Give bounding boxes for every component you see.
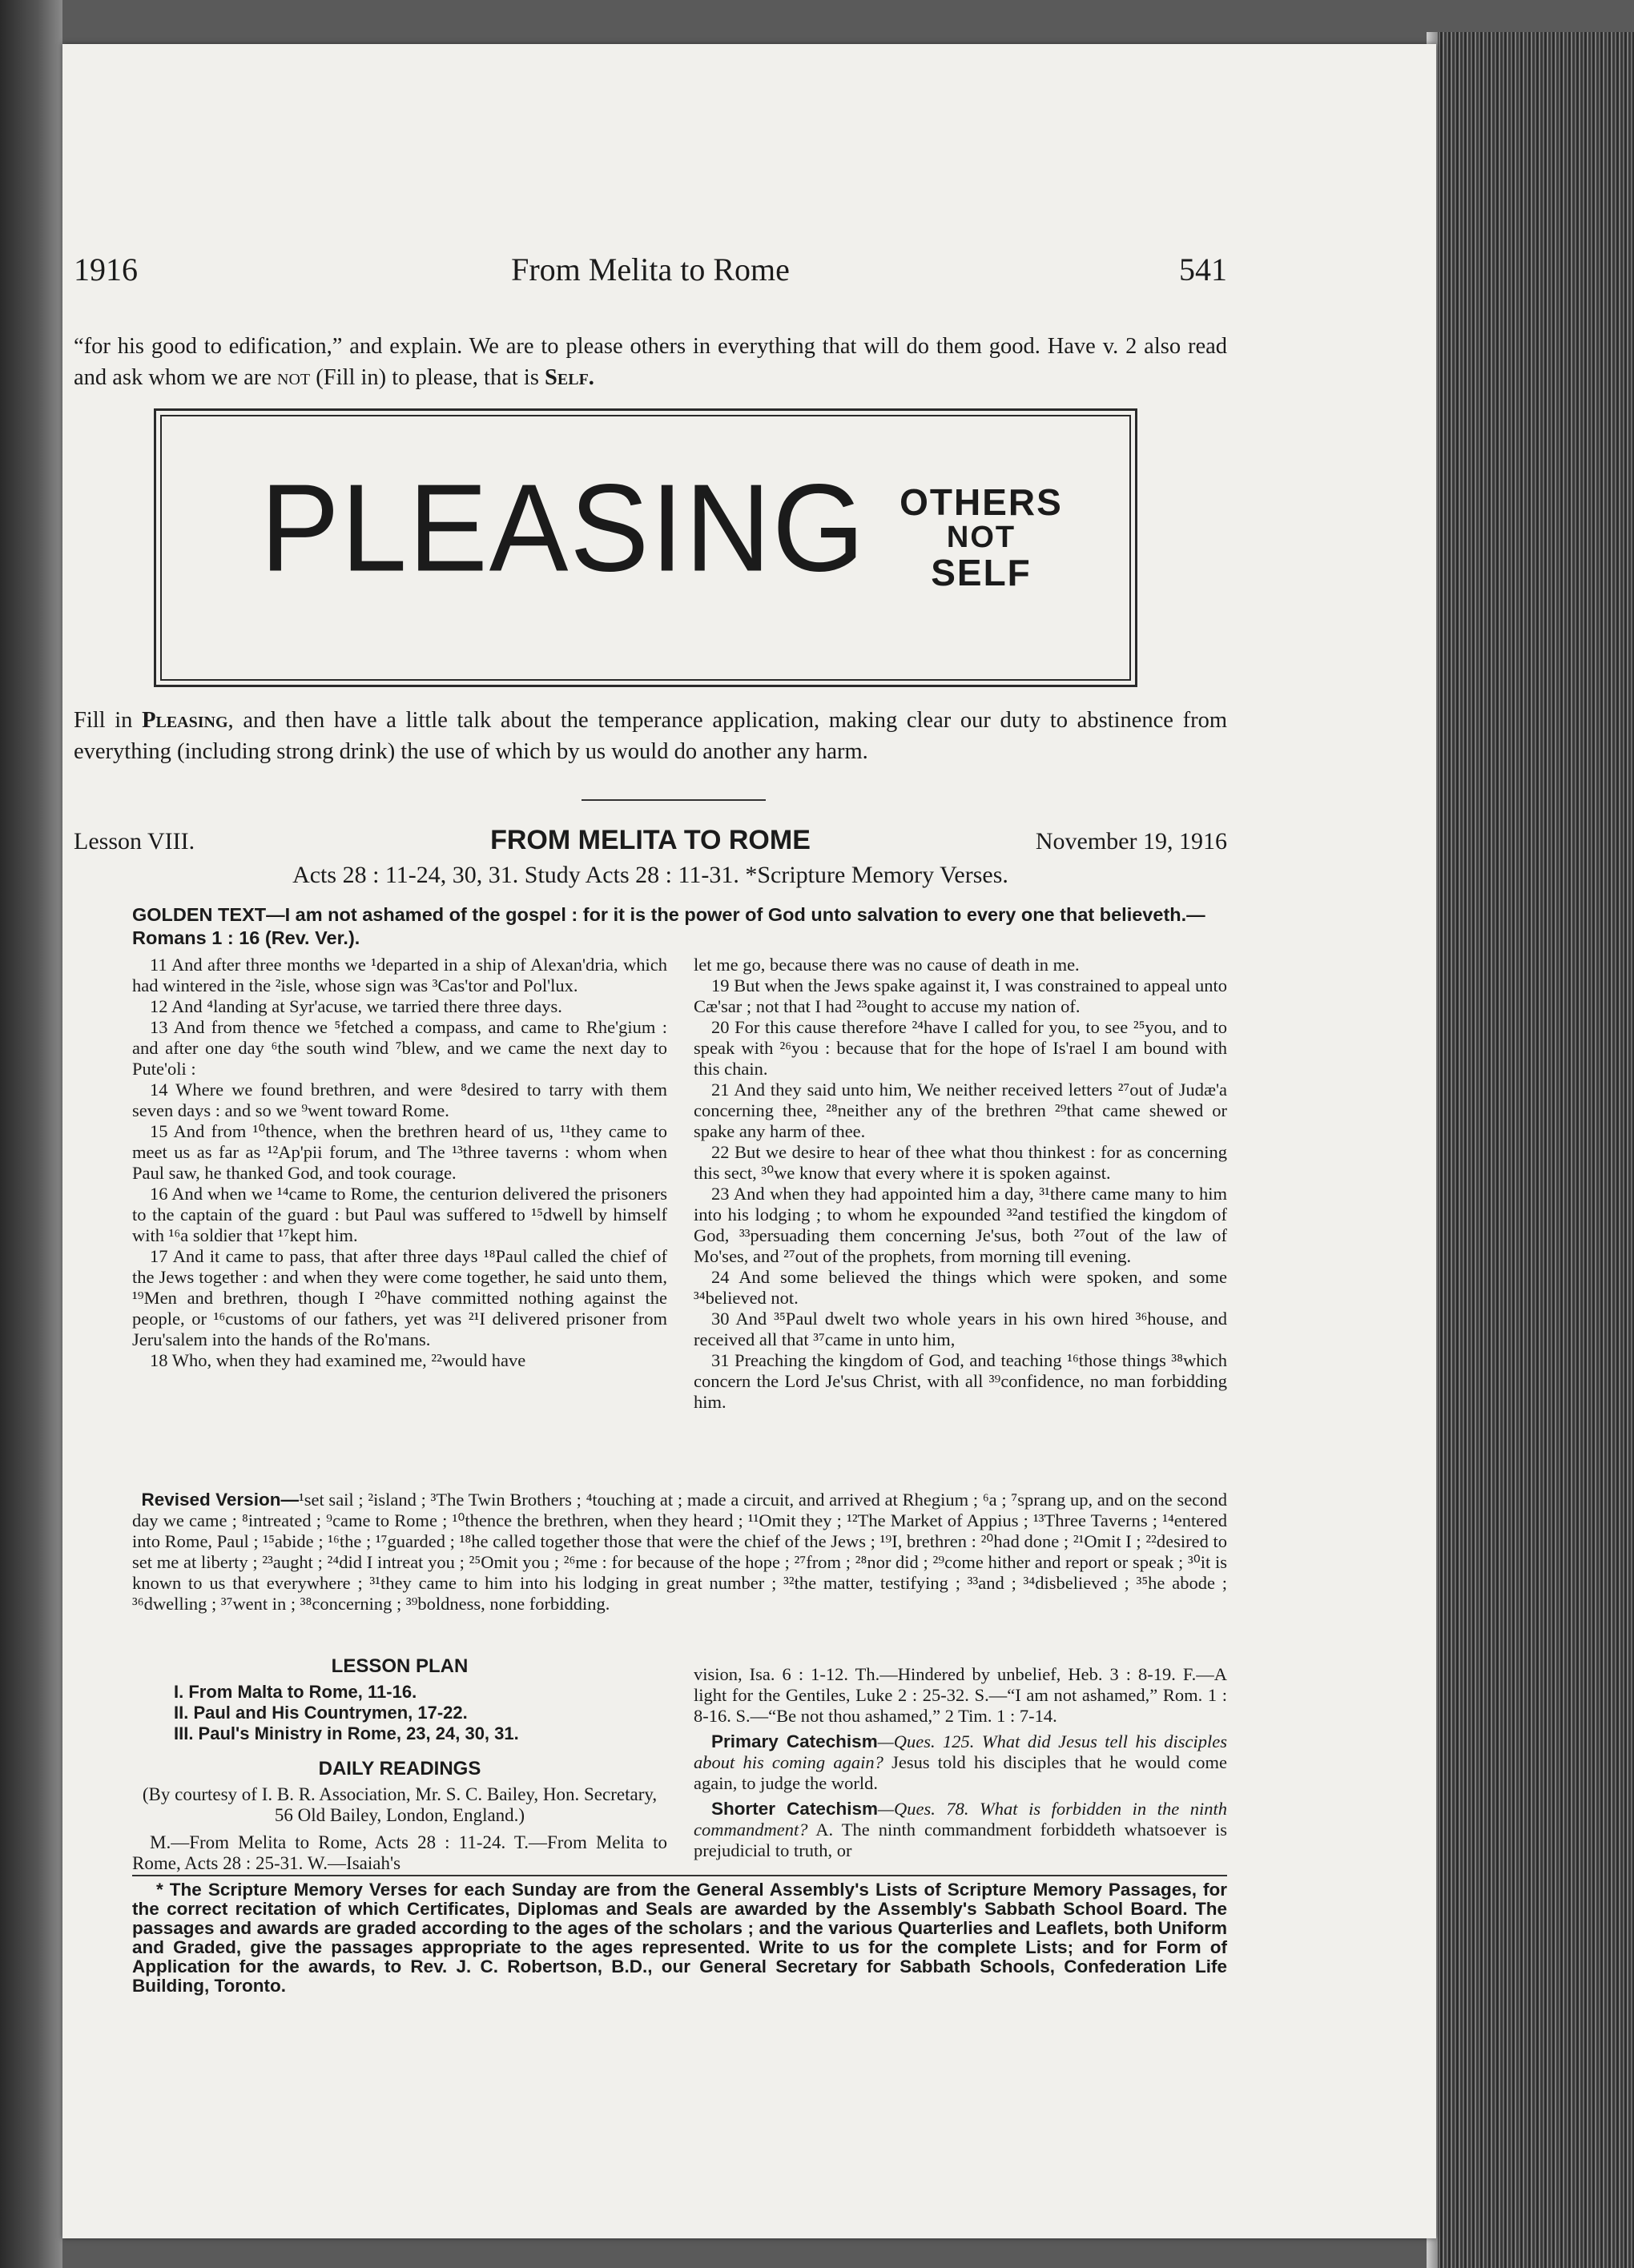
verse: 11 And after three months we ¹departed in a ship of Alexan'dria, which had wintered in the ²isle, whose sign was ³Cas'tor and Pol'lux. — [132, 955, 667, 995]
header-title: From Melita to Rome — [511, 251, 790, 288]
pleasing-word: Pleasing — [142, 708, 228, 733]
application-paragraph — [74, 705, 1227, 767]
lesson-date: November 19, 1916 — [1035, 828, 1227, 855]
running-head — [74, 251, 1227, 292]
daily-readings-credit: (By courtesy of I. B. R. Association, Mr. S. C. Bailey, Hon. Secretary, 56 Old Bailey, London, England.) — [142, 1784, 658, 1825]
verse: 18 Who, when they had examined me, ²²would have — [150, 1350, 526, 1370]
verse: 14 Where we found brethren, and were ⁸desired to tarry with them seven days : and so we ⁹went toward Rome. — [132, 1080, 667, 1120]
verse: 15 And from ¹⁰thence, when the brethren heard of us, ¹¹they came to meet us as far as ¹²Ap'pii forum, and The ¹³three taverns : whom when Paul saw, he thanked God, and took courage. — [132, 1121, 667, 1183]
golden-text: GOLDEN TEXT—I am not ashamed of the gospel : for it is the power of God unto salvation to every one that believeth.—Romans 1 : 16 (Rev. Ver.). — [132, 904, 1205, 948]
shorter-catechism-answer: A. The ninth commandment forbiddeth whatsoever is prejudicial to truth, or — [694, 1820, 1227, 1860]
verse: 19 But when the Jews spake against it, I was constrained to appeal unto Cæ'sar ; not that I had ²³ought to accuse my nation of. — [694, 975, 1227, 1016]
verse: 17 And it came to pass, that after three days ¹⁸Paul called the chief of the Jews together : and when they were come together, he said unto them, ¹⁹Men and brethren, though I ²⁰have committed nothing against the people, or ¹⁶customs of our fathers, yet was ²¹I delivered prisoner from Jeru'salem into the hands of the Ro'mans. — [132, 1246, 667, 1349]
intro-text-b: (Fill in) to please, that is — [310, 365, 545, 390]
box-main-word: PLEASING — [260, 458, 867, 598]
revised-label: Revised Version— — [141, 1490, 299, 1510]
lesson-plan-and-readings — [132, 1651, 667, 1874]
application-text-b: , and then have a little talk about the temperance application, making clear our duty to abstinence from everything (including strong drink) the use of which by us would do another any harm. — [74, 708, 1227, 764]
footnote-rule — [132, 1875, 1227, 1876]
page-number: 541 — [1179, 251, 1227, 288]
not-word: not — [277, 365, 311, 390]
lesson-plan-item: II. Paul and His Countrymen, 17-22. — [174, 1703, 468, 1723]
lesson-heading — [74, 825, 1227, 860]
catechism-column — [694, 1664, 1227, 1866]
section-divider — [582, 799, 766, 801]
verse: 12 And ⁴landing at Syr'acuse, we tarried there three days. — [150, 996, 562, 1016]
box-line-self: SELF — [931, 552, 1032, 593]
primary-catechism-answer: Jesus told his disciples that he would come again, to judge the world. — [694, 1752, 1227, 1793]
primary-catechism-label: Primary Catechism — [711, 1731, 878, 1751]
footnote — [132, 1880, 1227, 1996]
verse: 23 And when they had appointed him a day, ³¹there came many to him into his lodging ; to whom he expounded ³²and testified the kingdom of God, ³³persuading them concerning Je'sus, both ²⁷out of the law of Mo'ses, and ²⁷out of the prophets, from morning till evening. — [694, 1184, 1227, 1266]
verse: 31 Preaching the kingdom of God, and teaching ¹⁶those things ³⁸which concern the Lord Je'sus Christ, with all ³⁹confidence, no man forbidding him. — [694, 1350, 1227, 1412]
daily-readings-continued: vision, Isa. 6 : 1-12. Th.—Hindered by unbelief, Heb. 3 : 8-19. F.—A light for the Gentiles, Luke 2 : 25-32. S.—“I am not ashamed,” Rom. 1 : 8-16. S.—“Be not thou ashamed,” 2 Tim. 1 : 7-14. — [694, 1664, 1227, 1726]
daily-readings-heading: DAILY READINGS — [318, 1758, 481, 1779]
shorter-catechism-label: Shorter Catechism — [711, 1799, 878, 1819]
lesson-plan-heading: LESSON PLAN — [331, 1655, 469, 1677]
lesson-study-line: Acts 28 : 11-24, 30, 31. Study Acts 28 : 11-31. *Scripture Memory Verses. — [292, 862, 1008, 888]
verse: 13 And from thence we ⁵fetched a compass, and came to Rhe'gium : and after one day ⁶the south wind ⁷blew, and we came the next day to Pute'oli : — [132, 1017, 667, 1079]
footnote-text: * The Scripture Memory Verses for each Sunday are from the General Assembly's Lists of Scripture Memory Passages, for the correct recitation of which Certificates, Diplomas and Seals are awarded by the Assembly's Sabbath School Board. The passages and awards are graded according to the ages of the scholars ; and the various Quarterlies and Leaflets, both Uniform and Graded, give the passages appropriate to the ages represented. Write to us for the complete Lists; and for Form of Application for the awards, to Rev. J. C. Robertson, B.D., our General Secretary for Sabbath Schools, Confederation Life Building, Toronto. — [132, 1880, 1227, 1996]
revised-version — [132, 1490, 1227, 1615]
verse: 21 And they said unto him, We neither received letters ²⁷out of Judæ'a concerning thee, ²⁸neither any of the brethren ²⁹that came shewed or spake any harm of thee. — [694, 1080, 1227, 1141]
verse: 24 And some believed the things which were spoken, and some ³⁴believed not. — [694, 1267, 1227, 1308]
primary-catechism — [694, 1731, 1227, 1794]
lesson-title: FROM MELITA TO ROME — [490, 825, 811, 855]
pleasing-box — [154, 408, 1137, 687]
shorter-catechism — [694, 1799, 1227, 1861]
verse: 22 But we desire to hear of thee what thou thinkest : for as concerning this sect, ³⁰we know that every where it is spoken against. — [694, 1142, 1227, 1183]
intro-paragraph — [74, 331, 1227, 393]
primary-catechism-question: —Ques. 125. What did Jesus tell his disciples about his coming again? — [694, 1731, 1227, 1772]
verse: 20 For this cause therefore ²⁴have I called for you, to see ²⁵you, and to speak with ²⁶you : because that for the hope of Is'rael I am bound with this chain. — [694, 1017, 1227, 1079]
shorter-catechism-question: —Ques. 78. What is forbidden in the ninth commandment? — [694, 1799, 1227, 1840]
scanner-shadow — [0, 0, 62, 2268]
box-side-words — [845, 481, 1117, 593]
intro-text-a: “for his good to edification,” and explain. We are to please others in everything that will do them good. Have v. 2 also read and ask whom we are — [74, 334, 1227, 390]
verse: 30 And ³⁵Paul dwelt two whole years in his own hired ³⁶house, and received all that ³⁷came in unto him, — [694, 1309, 1227, 1349]
lesson-plan-item: III. Paul's Ministry in Rome, 23, 24, 30, 31. — [174, 1723, 519, 1743]
application-text-a: Fill in — [74, 708, 143, 733]
scripture-column-right — [694, 955, 1227, 1413]
revised-text: ¹set sail ; ²island ; ³The Twin Brothers ; ⁴touching at ; made a circuit, and arrived at Rhegium ; ⁶a ; ⁷sprang up, and on the second day we came ; ⁸intreated ; ⁹came to Rome ; ¹⁰thence the brethren, when they heard ; ¹¹Omit they ; ¹²The Market of Appius ; ¹³Three Taverns ; ¹⁴entered into Rome, Paul ; ¹⁵abide ; ¹⁶the ; ¹⁷guarded ; ¹⁸he called together those that were the chief of the Jews ; ¹⁹I, brethren : ²⁰had done ; ²¹Omit I ; ²²desired to set me at liberty ; ²³aught ; ²⁴did I intreat you ; ²⁵Omit you ; ²⁶me : for because of the hope ; ²⁷from ; ²⁸nor did ; ²⁹come hither and report or speak ; ³⁰it is known to us that everywhere ; ³¹they came to him into his lodging in great number ; ³²the matter, testifying ; ³³and ; ³⁴disbelieved ; ³⁵he abode ; ³⁶dwelling ; ³⁷went in ; ³⁸concerning ; ³⁹boldness, none forbidding. — [132, 1490, 1227, 1614]
verse: let me go, because there was no cause of death in me. — [694, 955, 1080, 975]
lesson-plan-list — [132, 1682, 667, 1744]
self-word: Self. — [545, 365, 594, 390]
scripture-column-left — [132, 955, 667, 1371]
box-line-others: OTHERS — [900, 481, 1063, 523]
lesson-plan-item: I. From Malta to Rome, 11-16. — [174, 1682, 417, 1702]
header-year: 1916 — [74, 251, 138, 288]
book-page-edges — [1436, 32, 1634, 2268]
lesson-number: Lesson VIII. — [74, 828, 195, 855]
verse: 16 And when we ¹⁴came to Rome, the centurion delivered the prisoners to the captain of the guard : but Paul was suffered to ¹⁵dwell by himself with ¹⁶a soldier that ¹⁷kept him. — [132, 1184, 667, 1245]
box-line-not: NOT — [946, 521, 1016, 554]
daily-readings-text: M.—From Melita to Rome, Acts 28 : 11-24. T.—From Melita to Rome, Acts 28 : 25-31. W.—Isaiah's — [132, 1832, 667, 1873]
